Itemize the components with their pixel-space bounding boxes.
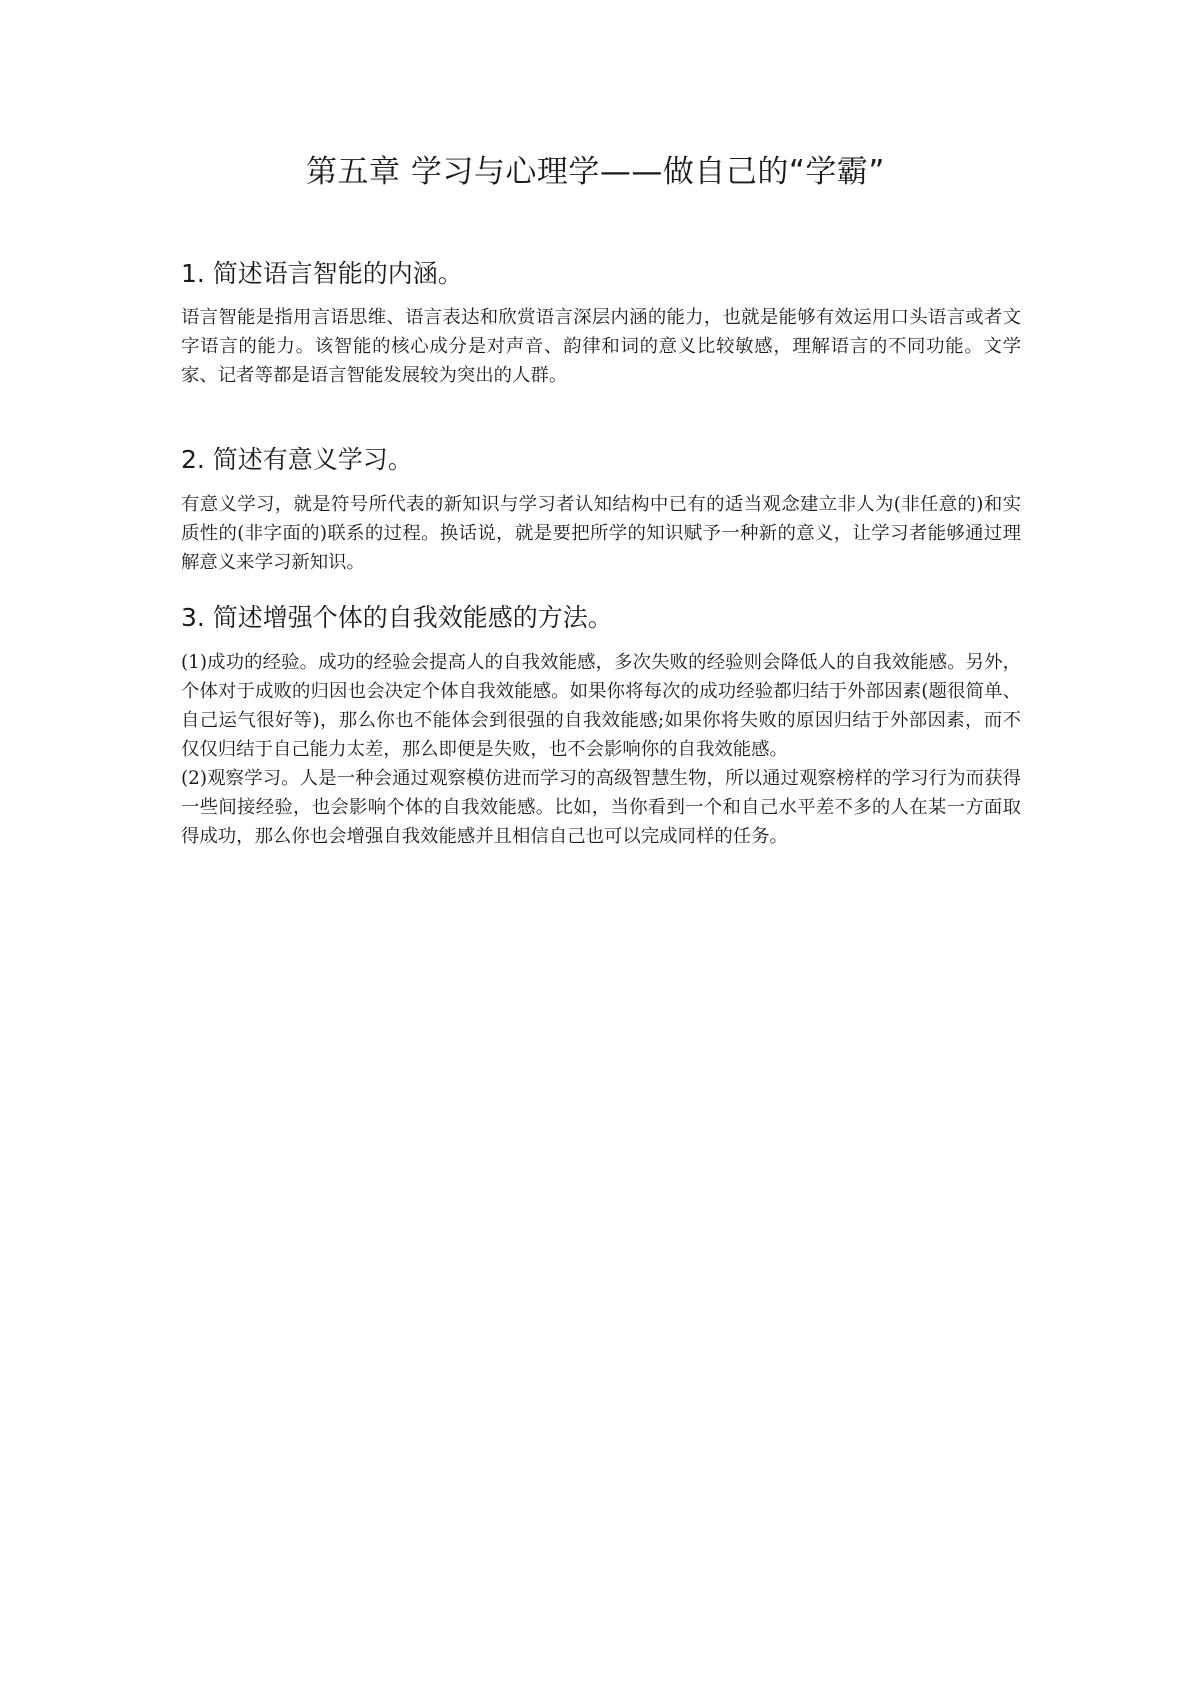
section-1-heading: 1. 简述语言智能的内涵。 [181, 259, 463, 288]
section-2-paragraph-1: 有意义学习，就是符号所代表的新知识与学习者认知结构中已有的适当观念建立非人为(非任意的)和实质性的(非字面的)联系的过程。换话说，就是要把所学的知识赋予一种新的意义，让学习者能够通过理解意义来学习新知识。 [181, 494, 1021, 573]
section-1-body [181, 303, 1021, 390]
document-title: 第五章 学习与心理学——做自己的“学霸” [306, 154, 885, 190]
section-2-body [181, 490, 1021, 577]
section-3-body [181, 648, 1021, 851]
section-3-paragraph-2: (2)观察学习。人是一种会通过观察模仿进而学习的高级智慧生物，所以通过观察榜样的学习行为而获得一些间接经验，也会影响个体的自我效能感。比如，当你看到一个和自己水平差不多的人在某一方面取得成功，那么你也会增强自我效能感并且相信自己也可以完成同样的任务。 [181, 768, 1021, 847]
section-3-heading: 3. 简述增强个体的自我效能感的方法。 [181, 603, 613, 632]
section-1-paragraph-1: 语言智能是指用言语思维、语言表达和欣赏语言深层内涵的能力，也就是能够有效运用口头语言或者文字语言的能力。该智能的核心成分是对声音、韵律和词的意义比较敏感，理解语言的不同功能。文学家、记者等都是语言智能发展较为突出的人群。 [181, 307, 1021, 386]
section-3-paragraph-1: (1)成功的经验。成功的经验会提高人的自我效能感，多次失败的经验则会降低人的自我效能感。另外，个体对于成败的归因也会决定个体自我效能感。如果你将每次的成功经验都归结于外部因素(题很简单、自己运气很好等)，那么你也不能体会到很强的自我效能感;如果你将失败的原因归结于外部因素，而不仅仅归结于自己能力太差，那么即便是失败，也不会影响你的自我效能感。 [181, 652, 1021, 760]
section-2-heading: 2. 简述有意义学习。 [181, 445, 413, 474]
